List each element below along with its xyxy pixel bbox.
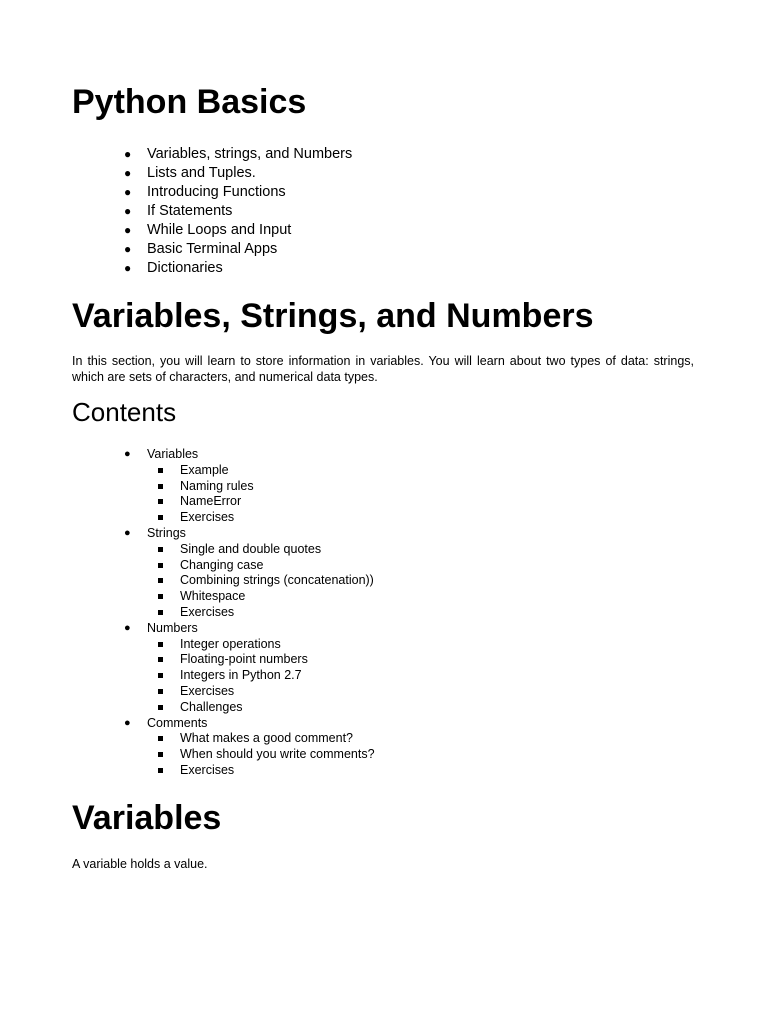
contents-subitem [0, 542, 375, 558]
section-heading: Variables, Strings, and Numbers [72, 297, 594, 335]
list-item-label: Variables, strings, and Numbers [147, 146, 353, 162]
contents-subitem [0, 605, 375, 621]
list-item [0, 164, 352, 183]
contents-item-label: Variables [147, 447, 199, 461]
variables-text: A variable holds a value. [72, 857, 208, 871]
contents-subitem [0, 479, 375, 495]
list-item [0, 145, 352, 164]
square-bullet-icon [158, 499, 163, 504]
list-item-label: While Loops and Input [147, 222, 292, 238]
page-title: Python Basics [72, 83, 307, 121]
bullet-icon: ● [124, 223, 132, 237]
contents-list [0, 447, 375, 779]
contents-subitem [0, 747, 375, 763]
contents-subitem-label: Floating-point numbers [180, 652, 308, 667]
list-item-label: Basic Terminal Apps [147, 241, 278, 257]
square-bullet-icon [158, 752, 163, 757]
list-item [0, 240, 352, 259]
contents-subitem-label: Example [180, 462, 229, 477]
list-item-label: Introducing Functions [147, 184, 286, 200]
overview-list [0, 145, 352, 278]
contents-subitem-label: Integer operations [180, 636, 281, 651]
square-bullet-icon [158, 705, 163, 710]
contents-heading: Contents [72, 397, 177, 427]
square-bullet-icon [158, 610, 163, 615]
square-bullet-icon [158, 594, 163, 599]
bullet-icon: ● [124, 261, 132, 275]
contents-subitem-label: Naming rules [180, 478, 254, 493]
square-bullet-icon [158, 547, 163, 552]
contents-subitem [0, 668, 375, 684]
bullet-icon: ● [124, 242, 132, 256]
square-bullet-icon [158, 642, 163, 647]
contents-subitem [0, 652, 375, 668]
variables-heading: Variables [72, 799, 222, 837]
square-bullet-icon [158, 515, 163, 520]
contents-subitem [0, 637, 375, 653]
square-bullet-icon [158, 736, 163, 741]
contents-subitem [0, 589, 375, 605]
section-intro: In this section, you will learn to store information in variables. You will learn about two types of data: strings, which are sets of characters, and numerical data types. [72, 354, 694, 384]
square-bullet-icon [158, 657, 163, 662]
square-bullet-icon [158, 768, 163, 773]
contents-subitem [0, 684, 375, 700]
contents-item-label: Strings [147, 525, 186, 540]
contents-item-strings [0, 526, 375, 542]
square-bullet-icon [158, 484, 163, 489]
contents-subitem-label: Exercises [180, 510, 235, 525]
contents-subitem-label: What makes a good comment? [180, 731, 353, 746]
contents-subitem [0, 558, 375, 574]
square-bullet-icon [158, 673, 163, 678]
contents-subitem-label: When should you write comments? [180, 747, 375, 762]
list-item-label: Lists and Tuples. [147, 165, 256, 181]
contents-subitem-label: Combining strings (concatenation)) [180, 573, 374, 588]
contents-item-variables [0, 447, 375, 463]
contents-subitem [0, 763, 375, 779]
square-bullet-icon [158, 578, 163, 583]
square-bullet-icon [158, 563, 163, 568]
contents-subitem-label: Changing case [180, 557, 264, 572]
contents-item-comments [0, 716, 375, 732]
list-item [0, 183, 352, 202]
list-item-label: Dictionaries [147, 260, 223, 276]
bullet-icon: ● [124, 621, 131, 634]
contents-subitem [0, 494, 375, 510]
contents-subitem-label: Challenges [180, 699, 243, 714]
list-item [0, 202, 352, 221]
square-bullet-icon [158, 689, 163, 694]
square-bullet-icon [158, 468, 163, 473]
list-item-label: If Statements [147, 203, 233, 219]
contents-subitem-label: Integers in Python 2.7 [180, 668, 302, 683]
contents-subitem [0, 731, 375, 747]
contents-item-numbers [0, 621, 375, 637]
contents-item-label: Comments [147, 715, 208, 730]
contents-subitem-label: Exercises [180, 762, 235, 777]
bullet-icon: ● [124, 204, 132, 218]
contents-item-label: Numbers [147, 620, 198, 635]
contents-subitem [0, 463, 375, 479]
bullet-icon: ● [124, 526, 131, 539]
contents-subitem-label: Whitespace [180, 589, 246, 604]
contents-subitem [0, 700, 375, 716]
contents-subitem [0, 510, 375, 526]
bullet-icon: ● [124, 147, 132, 161]
contents-subitem-label: Exercises [180, 604, 235, 619]
list-item [0, 221, 352, 240]
list-item [0, 259, 352, 278]
bullet-icon: ● [124, 448, 131, 460]
bullet-icon: ● [124, 185, 132, 199]
contents-subitem-label: NameError [180, 494, 242, 509]
contents-subitem [0, 573, 375, 589]
contents-subitem-label: Single and double quotes [180, 541, 322, 556]
bullet-icon: ● [124, 716, 131, 729]
bullet-icon: ● [124, 166, 132, 180]
contents-subitem-label: Exercises [180, 683, 235, 698]
